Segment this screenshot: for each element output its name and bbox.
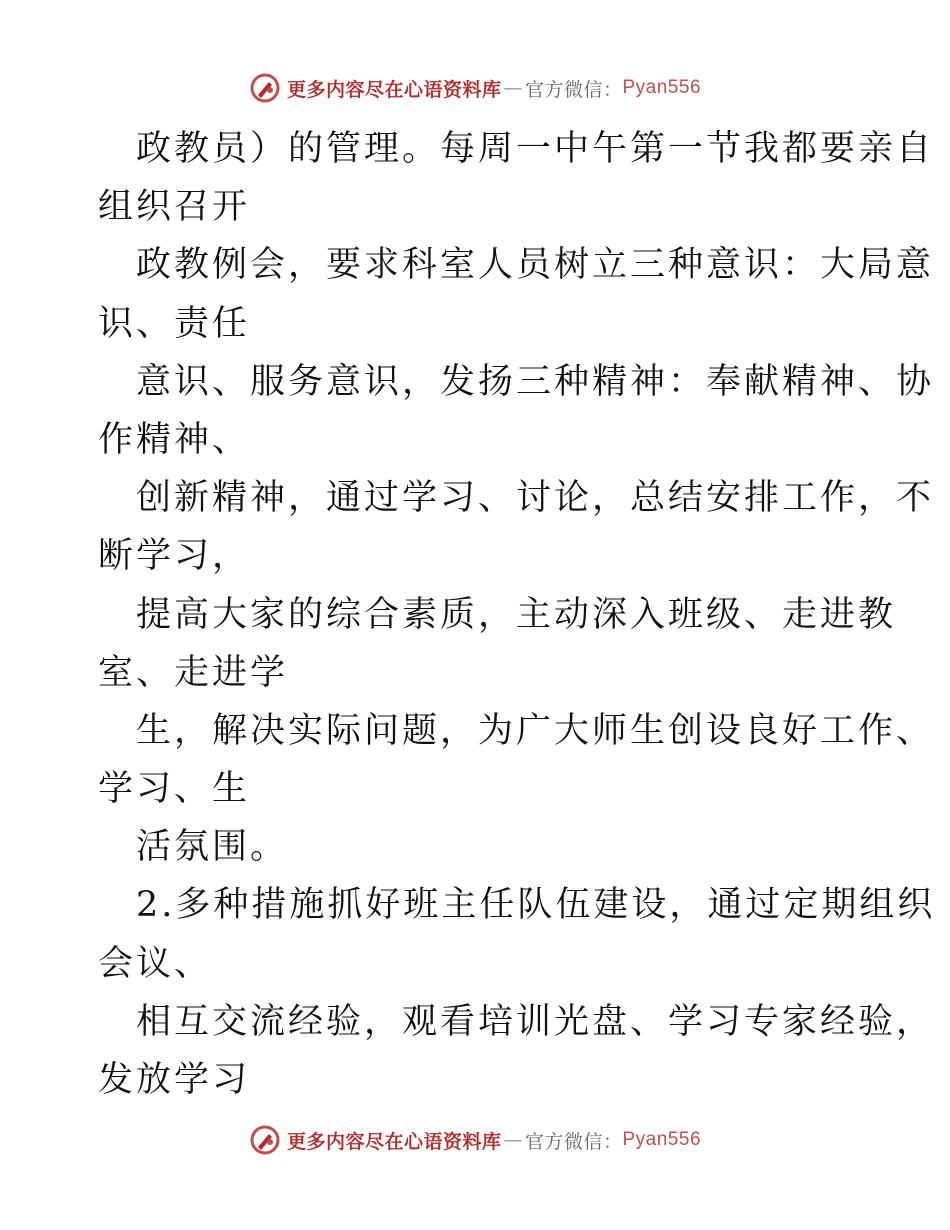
text-line: 断学习， bbox=[98, 536, 251, 577]
text-line: 作精神、 bbox=[98, 419, 251, 460]
watermark-sub-text: 官方微信： bbox=[524, 78, 623, 101]
text-line: 学习、生 bbox=[98, 769, 251, 810]
text-line: 政教例会，要求科室人员树立三种意识：大局意 bbox=[136, 245, 935, 286]
text-line: 发放学习 bbox=[98, 1060, 251, 1100]
text-line: 组织召开 bbox=[98, 187, 251, 228]
watermark-wechat-id: Pyan556 bbox=[622, 1129, 702, 1150]
watermark-dash: — bbox=[503, 1129, 523, 1151]
watermark-main-text: 更多内容尽在心语资料库 bbox=[286, 78, 502, 101]
text-line: 相互交流经验，观看培训光盘、学习专家经验， bbox=[136, 1001, 935, 1042]
text-line: 创新精神，通过学习、讨论，总结安排工作，不 bbox=[136, 478, 935, 519]
watermark-dash: — bbox=[503, 77, 523, 99]
text-line: 活氛围。 bbox=[136, 827, 289, 868]
watermark-main-text: 更多内容尽在心语资料库 bbox=[286, 1130, 502, 1153]
text-line: 生，解决实际问题，为广大师生创设良好工作、 bbox=[136, 710, 935, 751]
pen-logo-icon bbox=[249, 72, 281, 104]
text-line: 室、走进学 bbox=[98, 652, 289, 693]
text-line: 会议、 bbox=[98, 943, 213, 984]
text-line: 2.多种措施抓好班主任队伍建设，通过定期组织 bbox=[136, 885, 936, 926]
text-line: 意识、服务意识，发扬三种精神：奉献精神、协 bbox=[136, 361, 935, 402]
header-watermark bbox=[0, 72, 950, 104]
text-line: 提高大家的综合素质，主动深入班级、走进教 bbox=[136, 594, 897, 635]
text-line: 政教员）的管理。每周一中午第一节我都要亲自 bbox=[136, 129, 935, 169]
pen-logo-icon bbox=[249, 1124, 281, 1156]
watermark-sub-text: 官方微信： bbox=[524, 1130, 623, 1153]
document-body bbox=[98, 120, 936, 1109]
footer-watermark bbox=[0, 1124, 950, 1156]
watermark-wechat-id: Pyan556 bbox=[622, 77, 702, 98]
text-line: 识、责任 bbox=[98, 303, 251, 344]
